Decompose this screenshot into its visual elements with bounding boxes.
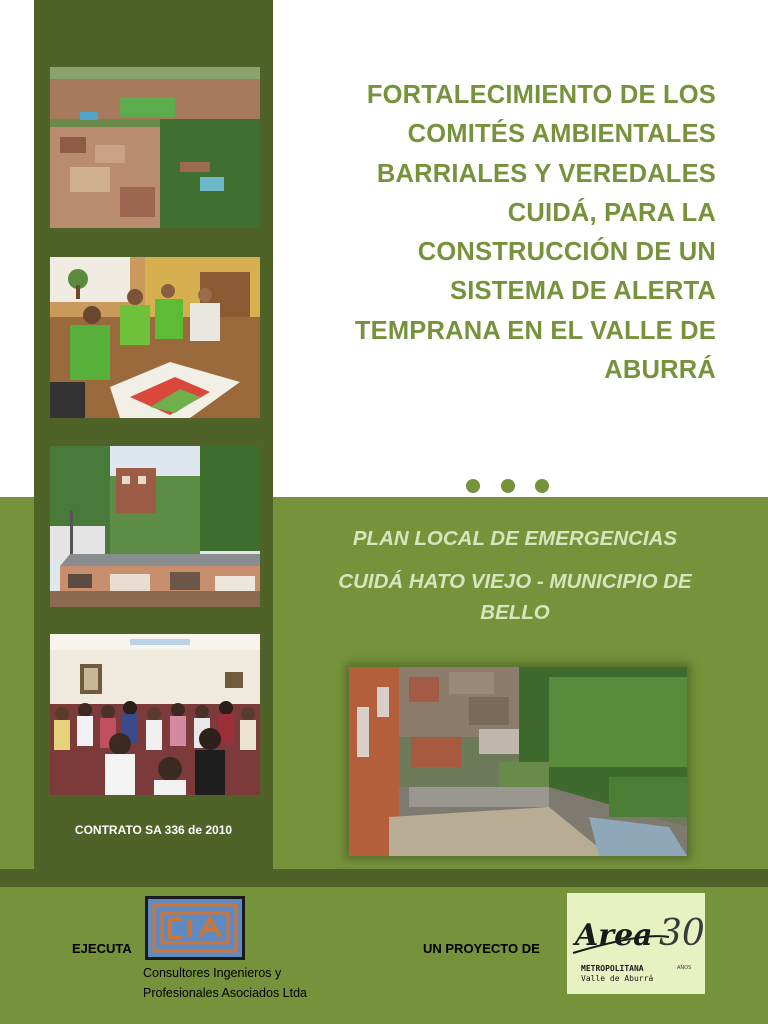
title-line: ABURRÁ — [604, 356, 716, 385]
logo-line2-text: Valle de Aburrá — [581, 974, 654, 983]
logo-number-text: 30 — [659, 913, 705, 954]
stream-houses-photo — [349, 667, 687, 856]
title-line: TEMPRANA EN EL VALLE DE — [354, 316, 716, 345]
aerial-city-photo — [50, 67, 260, 228]
audience-photo — [50, 634, 260, 795]
dot-icon — [535, 479, 549, 493]
company-name — [143, 963, 343, 1003]
logo-years-text: AÑOS — [677, 965, 692, 971]
title-line: CUIDÁ, PARA LA — [507, 198, 716, 227]
location-subtitle: CUIDÁ HATO VIEJO - MUNICIPIO DE — [338, 570, 692, 593]
executes-label: EJECUTA — [72, 941, 132, 956]
contract-number: CONTRATO SA 336 de 2010 — [74, 823, 233, 837]
cia-logo — [145, 896, 245, 960]
area-metropolitana-logo — [567, 893, 705, 994]
title-line: FORTALECIMIENTO DE LOS — [366, 81, 716, 109]
hillside-houses-photo — [50, 446, 260, 607]
company-line: Profesionales Asociados Ltda — [143, 986, 307, 1000]
company-line: Consultores Ingenieros y — [143, 966, 282, 980]
project-label: UN PROYECTO DE — [423, 941, 540, 956]
dark-divider-band — [0, 869, 768, 887]
community-meeting-photo — [50, 257, 260, 418]
dot-icon — [466, 479, 480, 493]
plan-subtitle: PLAN LOCAL DE EMERGENCIAS — [352, 527, 678, 550]
title-line: CONSTRUCCIÓN DE UN — [417, 238, 716, 267]
title-line: BARRIALES Y VEREDALES — [376, 159, 716, 188]
title-line: COMITÉS AMBIENTALES — [407, 120, 716, 149]
location-subtitle-continued: BELLO — [480, 601, 550, 624]
logo-line1-text: METROPOLITANA — [581, 964, 644, 973]
logo-script-text: Area — [575, 918, 653, 953]
dot-icon — [501, 479, 515, 493]
document-title — [296, 76, 716, 390]
title-line: SISTEMA DE ALERTA — [450, 277, 716, 306]
